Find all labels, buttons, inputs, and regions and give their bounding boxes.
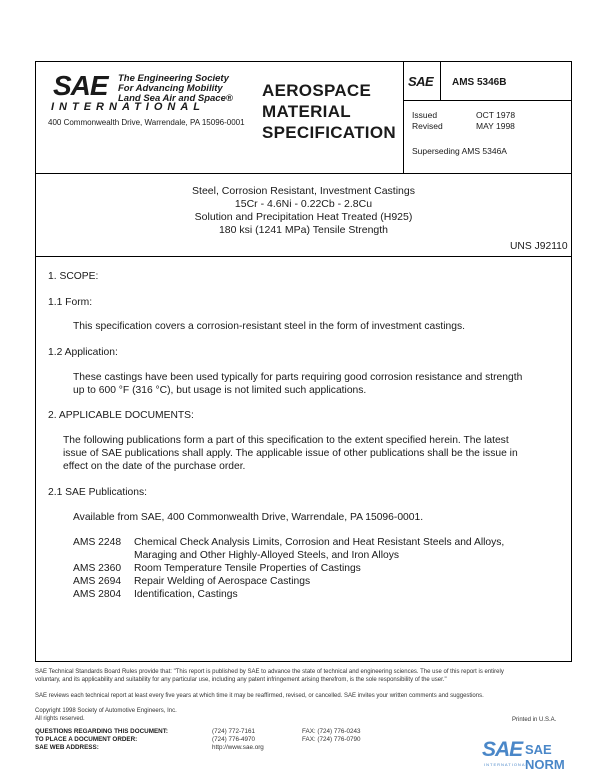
sae-tagline xyxy=(118,74,233,104)
list-item xyxy=(73,562,553,575)
sae-address: 400 Commonwealth Drive, Warrendale, PA 15096-0001 xyxy=(48,118,245,127)
header-divider-vertical xyxy=(403,61,404,173)
fax-order: FAX: (724) 776-0790 xyxy=(302,736,361,743)
issued-date: OCT 1978 xyxy=(476,110,516,120)
contact-label-web: SAE WEB ADDRESS: xyxy=(35,744,99,751)
title-line-3: Solution and Precipitation Heat Treated (H925) xyxy=(194,211,413,223)
doc-desc-line: Chemical Check Analysis Limits, Corrosion and Heat Resistant Steels and Alloys, xyxy=(134,537,505,548)
fax-questions: FAX: (724) 776-0243 xyxy=(302,728,361,735)
doc-code: AMS 2248 xyxy=(73,537,122,548)
section-2-heading: 2. APPLICABLE DOCUMENTS: xyxy=(48,410,194,421)
sae-logo: SAE xyxy=(53,70,108,101)
contact-label-questions: QUESTIONS REGARDING THIS DOCUMENT: xyxy=(35,728,168,735)
doc-code: AMS 2804 xyxy=(73,589,122,600)
revised-date: MAY 1998 xyxy=(476,121,515,131)
section-1-2-line-2: up to 600 °F (316 °C), but usage is not limited such applications. xyxy=(73,385,367,396)
header-bottom-rule xyxy=(35,173,572,174)
section-1-2-heading: 1.2 Application: xyxy=(48,347,118,358)
policy-line-1: SAE Technical Standards Board Rules provide that: "This report is published by SAE to advance the state of technical and engineering sciences. The use of this report is entirely xyxy=(35,669,504,675)
policy-line-2: voluntary, and its applicability and suitability for any particular use, including any patent infringement arising therefrom, is the sole responsibility of the user." xyxy=(35,677,447,683)
watermark-text: SAE NORM xyxy=(525,742,565,772)
doc-code: AMS 2360 xyxy=(73,563,122,574)
revised-label: Revised xyxy=(412,121,443,131)
doc-desc-line: Maraging and Other Highly-Alloyed Steels, and Iron Alloys xyxy=(134,550,399,561)
section-1-2-line-1: These castings have been used typically for parts requiring good corrosion resistance and strength xyxy=(73,372,523,383)
watermark-logo: SAE xyxy=(482,738,523,761)
section-2-1-text: Available from SAE, 400 Commonwealth Drive, Warrendale, PA 15096-0001. xyxy=(73,512,424,523)
section-2-line-1: The following publications form a part of this specification to the extent specified herein. The latest xyxy=(63,435,509,446)
header-ams-divider xyxy=(403,100,572,101)
tagline-line-3: Land Sea Air and Space® xyxy=(118,93,233,104)
doc-description xyxy=(134,536,504,562)
section-2-line-2: issue of SAE publications shall apply. The applicable issue of other publications shall be the issue in xyxy=(63,448,518,459)
footer-copyright xyxy=(35,707,177,723)
title-line-1: Steel, Corrosion Resistant, Investment Castings xyxy=(192,185,415,197)
phone-order: (724) 776-4970 xyxy=(212,736,256,743)
title-bottom-rule xyxy=(35,256,572,257)
sae-small-logo: SAE xyxy=(408,74,434,89)
section-1-heading: 1. SCOPE: xyxy=(48,271,99,282)
title-block xyxy=(35,185,572,237)
web-address-link[interactable]: http://www.sae.org xyxy=(212,744,264,751)
contact-fax xyxy=(302,728,360,744)
international-wordmark: INTERNATIONAL xyxy=(51,101,206,113)
contact-label-order: TO PLACE A DOCUMENT ORDER: xyxy=(35,736,138,743)
superseding-note: Superseding AMS 5346A xyxy=(412,146,507,156)
section-2-line-3: effect on the date of the purchase order. xyxy=(63,461,246,472)
footer-policy xyxy=(35,668,575,684)
title-line-2: 15Cr - 4.6Ni - 0.22Cb - 2.8Cu xyxy=(234,198,373,210)
document-list xyxy=(73,536,553,601)
rights-line: All rights reserved. xyxy=(35,716,85,722)
doc-description: Room Temperature Tensile Properties of Castings xyxy=(134,563,361,574)
phone-questions: (724) 772-7161 xyxy=(212,728,256,735)
spec-title-line-3: SPECIFICATION xyxy=(262,123,396,142)
section-2-1-heading: 2.1 SAE Publications: xyxy=(48,487,148,498)
footer-review: SAE reviews each technical report at least every five years at which time it may be reaffirmed, revised, or cancelled. SAE invites your written comments and suggestions. xyxy=(35,693,484,699)
contact-labels xyxy=(35,728,168,752)
doc-code: AMS 2694 xyxy=(73,576,122,587)
list-item xyxy=(73,536,553,562)
tagline-line-1: The Engineering Society xyxy=(118,73,229,84)
list-item xyxy=(73,575,553,588)
section-1-2-text xyxy=(73,371,522,397)
section-1-1-text: This specification covers a corrosion-resistant steel in the form of investment castings. xyxy=(73,321,466,332)
title-line-4: 180 ksi (1241 MPa) Tensile Strength xyxy=(218,224,389,236)
sae-norm-watermark xyxy=(482,738,594,772)
uns-number: UNS J92110 xyxy=(510,241,568,252)
watermark-sub: INTERNATIONAL xyxy=(484,762,529,767)
ams-number: AMS 5346B xyxy=(452,77,507,88)
printed-in: Printed in U.S.A. xyxy=(512,717,557,723)
spec-title xyxy=(262,80,396,143)
section-1-1-heading: 1.1 Form: xyxy=(48,297,93,308)
doc-description: Repair Welding of Aerospace Castings xyxy=(134,576,311,587)
contact-phones xyxy=(212,728,264,752)
list-item xyxy=(73,588,553,601)
spec-title-line-2: MATERIAL xyxy=(262,102,351,121)
section-2-text xyxy=(63,434,518,473)
copyright-line: Copyright 1998 Society of Automotive Engineers, Inc. xyxy=(35,708,177,714)
header-logo-divider xyxy=(440,61,441,100)
spec-title-line-1: AEROSPACE xyxy=(262,81,372,100)
issued-label: Issued xyxy=(412,110,438,120)
tagline-line-2: For Advancing Mobility xyxy=(118,83,223,94)
doc-description: Identification, Castings xyxy=(134,589,238,600)
